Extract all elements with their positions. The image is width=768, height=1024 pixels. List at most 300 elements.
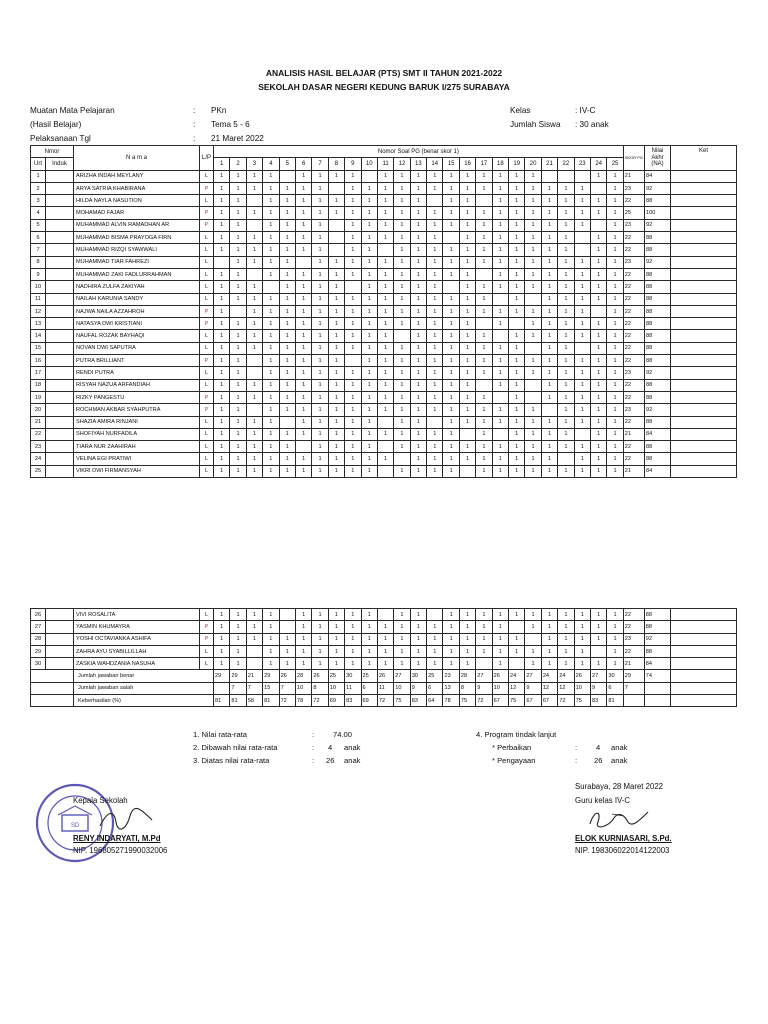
mapel-label: Muatan Mata Pelajaran	[30, 106, 115, 115]
answer-cell: 1	[377, 281, 393, 293]
table-row	[31, 182, 737, 194]
answer-cell: 1	[590, 244, 606, 256]
student-gender: L	[200, 465, 214, 477]
answer-cell: 1	[607, 342, 623, 354]
answer-cell: 1	[345, 416, 361, 428]
perbaikan-unit: anak	[611, 743, 628, 752]
answer-cell: 1	[279, 355, 295, 367]
answer-cell: 1	[214, 219, 230, 231]
answer-cell: 1	[541, 658, 557, 670]
answer-cell: 1	[295, 330, 311, 342]
answer-cell	[590, 645, 606, 657]
student-number: 1	[31, 170, 46, 182]
student-gender: P	[200, 305, 214, 317]
benar-label: Jumlah jawaban benar	[74, 670, 214, 682]
pengayaan-value: 26	[594, 756, 603, 765]
answer-cell: 1	[230, 170, 246, 182]
answer-cell: 1	[345, 379, 361, 391]
keberhasilan-value: 67	[525, 695, 541, 707]
answer-cell: 1	[394, 621, 410, 633]
question-number: 19	[509, 158, 525, 170]
student-name: ARIZHA INDAH MEYLANY	[74, 170, 200, 182]
answer-cell: 1	[345, 404, 361, 416]
answer-cell: 1	[574, 182, 590, 194]
student-gender: L	[200, 658, 214, 670]
answer-cell: 1	[263, 367, 279, 379]
answer-cell: 1	[541, 219, 557, 231]
answer-cell: 1	[558, 391, 574, 403]
answer-cell: 1	[590, 330, 606, 342]
answer-cell: 1	[459, 645, 475, 657]
colon: :	[575, 756, 578, 765]
answer-cell: 1	[525, 207, 541, 219]
table-row	[31, 465, 737, 477]
answer-cell: 1	[312, 293, 328, 305]
answer-cell: 1	[492, 355, 508, 367]
student-induk	[46, 658, 74, 670]
answer-cell: 1	[295, 633, 311, 645]
answer-cell: 1	[443, 268, 459, 280]
answer-cell: 1	[295, 170, 311, 182]
student-final-grade: 92	[644, 633, 670, 645]
table-header-row-1	[31, 146, 737, 158]
answer-cell: 1	[263, 355, 279, 367]
student-induk	[46, 355, 74, 367]
answer-cell: 1	[312, 342, 328, 354]
answer-cell: 1	[295, 232, 311, 244]
student-final-grade: 88	[645, 379, 671, 391]
keberhasilan-value: 72	[312, 695, 328, 707]
salah-value: 9	[476, 682, 492, 694]
answer-cell: 1	[509, 207, 525, 219]
answer-cell: 1	[361, 465, 377, 477]
student-gender: L	[200, 645, 214, 657]
answer-cell: 1	[427, 293, 443, 305]
answer-cell: 1	[427, 268, 443, 280]
student-number: 9	[31, 268, 46, 280]
answer-cell: 1	[459, 367, 475, 379]
answer-cell	[476, 658, 492, 670]
answer-cell: 1	[279, 453, 295, 465]
answer-cell: 1	[558, 633, 574, 645]
keberhasilan-value: 72	[558, 695, 574, 707]
answer-cell: 1	[230, 633, 246, 645]
answer-cell: 1	[246, 281, 262, 293]
answer-cell: 1	[328, 342, 344, 354]
salah-value: 6	[607, 682, 623, 694]
salah-value: 10	[492, 682, 508, 694]
answer-cell: 1	[410, 170, 426, 182]
answer-cell: 1	[492, 441, 508, 453]
answer-cell: 1	[541, 441, 557, 453]
answer-cell: 1	[295, 645, 311, 657]
student-note	[671, 428, 737, 440]
answer-cell: 1	[558, 621, 574, 633]
answer-cell: 1	[509, 330, 525, 342]
answer-cell	[377, 244, 393, 256]
answer-cell: 1	[574, 633, 590, 645]
benar-value: 29	[230, 670, 246, 682]
student-note	[671, 379, 737, 391]
student-final-grade: 88	[645, 342, 671, 354]
siswa-value: : 30 anak	[575, 120, 609, 129]
answer-cell: 1	[328, 621, 344, 633]
student-induk	[46, 268, 74, 280]
answer-cell: 1	[443, 391, 459, 403]
keberhasilan-value: 81	[607, 695, 623, 707]
answer-cell	[590, 305, 606, 317]
student-final-grade: 88	[645, 318, 671, 330]
tgl-value: 21 Maret 2022	[211, 134, 264, 143]
answer-cell: 1	[345, 219, 361, 231]
answer-cell: 1	[312, 182, 328, 194]
benar-value: 26	[574, 670, 590, 682]
answer-cell: 1	[377, 453, 393, 465]
student-induk	[46, 342, 74, 354]
answer-cell: 1	[443, 609, 459, 621]
analysis-table-part-1	[30, 145, 737, 478]
answer-cell: 1	[361, 318, 377, 330]
answer-cell: 1	[590, 293, 606, 305]
answer-cell: 1	[607, 182, 623, 194]
answer-cell	[345, 281, 361, 293]
student-note	[671, 465, 737, 477]
student-final-grade: 92	[645, 367, 671, 379]
student-score: 22	[623, 355, 644, 367]
question-number: 23	[574, 158, 590, 170]
salah-value: 7	[279, 682, 295, 694]
answer-cell: 1	[525, 658, 541, 670]
salah-value: 7	[246, 682, 262, 694]
student-note	[671, 355, 737, 367]
answer-cell: 1	[509, 367, 525, 379]
answer-cell: 1	[443, 318, 459, 330]
answer-cell: 1	[459, 379, 475, 391]
answer-cell: 1	[279, 465, 295, 477]
answer-cell: 1	[214, 318, 230, 330]
answer-cell: 1	[541, 355, 557, 367]
answer-cell: 1	[410, 318, 426, 330]
answer-cell: 1	[590, 281, 606, 293]
answer-cell: 1	[427, 633, 443, 645]
student-note	[671, 170, 737, 182]
answer-cell: 1	[394, 256, 410, 268]
answer-cell: 1	[492, 453, 508, 465]
answer-cell: 1	[459, 268, 475, 280]
student-final-grade: 88	[645, 416, 671, 428]
answer-cell: 1	[525, 367, 541, 379]
hasil-label: (Hasil Belajar)	[30, 120, 82, 129]
answer-cell: 1	[214, 621, 230, 633]
answer-cell: 1	[361, 379, 377, 391]
keberhasilan-value: 72	[279, 695, 295, 707]
answer-cell: 1	[541, 330, 557, 342]
answer-cell: 1	[263, 621, 279, 633]
student-gender: P	[200, 391, 214, 403]
mapel-value: PKn	[211, 106, 227, 115]
answer-cell	[279, 170, 295, 182]
answer-cell: 1	[295, 268, 311, 280]
answer-cell	[476, 379, 492, 391]
student-final-grade: 88	[645, 453, 671, 465]
answer-cell: 1	[394, 355, 410, 367]
answer-cell: 1	[279, 441, 295, 453]
student-gender: P	[200, 355, 214, 367]
answer-cell: 1	[230, 453, 246, 465]
student-final-grade: 88	[645, 244, 671, 256]
answer-cell: 1	[230, 330, 246, 342]
answer-cell: 1	[509, 453, 525, 465]
student-induk	[46, 416, 74, 428]
answer-cell: 1	[230, 621, 246, 633]
student-final-grade: 84	[645, 428, 671, 440]
answer-cell: 1	[558, 645, 574, 657]
benar-value: 24	[558, 670, 574, 682]
answer-cell: 1	[410, 404, 426, 416]
answer-cell: 1	[246, 621, 262, 633]
student-name: SHOFIYAH NURFADILA	[74, 428, 200, 440]
answer-cell: 1	[525, 428, 541, 440]
answer-cell: 1	[525, 219, 541, 231]
header-ket: Ket	[671, 146, 737, 171]
answer-cell: 1	[394, 268, 410, 280]
student-induk	[46, 182, 74, 194]
salah-value: 10	[295, 682, 311, 694]
student-final-grade: 84	[645, 465, 671, 477]
student-induk	[46, 207, 74, 219]
answer-cell: 1	[361, 441, 377, 453]
answer-cell: 1	[361, 453, 377, 465]
answer-cell	[246, 219, 262, 231]
answer-cell	[246, 355, 262, 367]
answer-cell: 1	[459, 305, 475, 317]
answer-cell: 1	[558, 293, 574, 305]
answer-cell	[492, 391, 508, 403]
answer-cell: 1	[295, 293, 311, 305]
answer-cell: 1	[574, 658, 590, 670]
answer-cell: 1	[427, 404, 443, 416]
answer-cell: 1	[492, 379, 508, 391]
answer-cell: 1	[394, 170, 410, 182]
answer-cell: 1	[345, 428, 361, 440]
table-row	[31, 441, 737, 453]
answer-cell: 1	[574, 416, 590, 428]
answer-cell: 1	[279, 428, 295, 440]
answer-cell: 1	[312, 404, 328, 416]
answer-cell: 1	[295, 379, 311, 391]
answer-cell: 1	[279, 342, 295, 354]
answer-cell: 1	[427, 219, 443, 231]
student-final-grade: 88	[644, 645, 670, 657]
answer-cell: 1	[590, 658, 606, 670]
answer-cell: 1	[574, 318, 590, 330]
salah-value: 11	[345, 682, 361, 694]
answer-cell	[295, 441, 311, 453]
answer-cell: 1	[558, 219, 574, 231]
answer-cell: 1	[541, 182, 557, 194]
answer-cell: 1	[279, 391, 295, 403]
answer-cell	[492, 428, 508, 440]
answer-cell: 1	[443, 441, 459, 453]
answer-cell: 1	[427, 342, 443, 354]
student-induk	[46, 367, 74, 379]
answer-cell: 1	[443, 305, 459, 317]
answer-cell: 1	[263, 465, 279, 477]
student-score: 22	[623, 195, 644, 207]
answer-cell: 1	[394, 318, 410, 330]
answer-cell	[590, 219, 606, 231]
colon: :	[312, 756, 315, 765]
student-number: 23	[31, 441, 46, 453]
pengayaan-label: * Pengayaan	[492, 756, 536, 765]
answer-cell: 1	[427, 658, 443, 670]
answer-cell: 1	[312, 281, 328, 293]
student-number: 17	[31, 367, 46, 379]
answer-cell: 1	[459, 330, 475, 342]
question-number: 24	[590, 158, 606, 170]
student-score: 22	[623, 293, 644, 305]
student-note	[671, 453, 737, 465]
answer-cell: 1	[459, 318, 475, 330]
student-score: 22	[623, 453, 644, 465]
answer-cell: 1	[492, 633, 508, 645]
salah-value: 12	[558, 682, 574, 694]
benar-value: 25	[427, 670, 443, 682]
answer-cell: 1	[312, 244, 328, 256]
student-gender: P	[200, 219, 214, 231]
answer-cell: 1	[558, 404, 574, 416]
keberhasilan-value: 83	[410, 695, 426, 707]
answer-cell: 1	[345, 645, 361, 657]
student-gender: L	[200, 342, 214, 354]
answer-cell	[574, 232, 590, 244]
answer-cell: 1	[427, 428, 443, 440]
salah-value: 9	[410, 682, 426, 694]
answer-cell: 1	[328, 293, 344, 305]
answer-cell: 1	[476, 293, 492, 305]
student-induk	[46, 633, 74, 645]
benar-value: 21	[246, 670, 262, 682]
student-number: 24	[31, 453, 46, 465]
answer-cell: 1	[607, 170, 623, 182]
answer-cell	[377, 441, 393, 453]
answer-cell: 1	[295, 658, 311, 670]
header-nomor-soal: Nomor Soal PG (benar skor 1)	[214, 146, 624, 158]
benar-value: 28	[295, 670, 311, 682]
table-row	[31, 232, 737, 244]
answer-cell: 1	[541, 416, 557, 428]
answer-cell: 1	[476, 391, 492, 403]
answer-cell: 1	[295, 182, 311, 194]
keberhasilan-value: 75	[574, 695, 590, 707]
answer-cell: 1	[509, 342, 525, 354]
answer-cell: 1	[492, 281, 508, 293]
table-row	[31, 404, 737, 416]
answer-cell: 1	[443, 465, 459, 477]
answer-cell: 1	[590, 207, 606, 219]
student-name: MUHAMMAD TIAR FAHREZI	[74, 256, 200, 268]
note-2-label: 2. Dibawah nilai rata-rata	[193, 743, 278, 752]
answer-cell: 1	[345, 465, 361, 477]
answer-cell: 1	[394, 219, 410, 231]
answer-cell: 1	[525, 305, 541, 317]
answer-cell: 1	[607, 645, 623, 657]
answer-cell: 1	[558, 416, 574, 428]
answer-cell: 1	[459, 658, 475, 670]
kepala-nip: NIP. 196805271990032006	[73, 846, 168, 855]
answer-cell: 1	[295, 404, 311, 416]
guru-name: ELOK KURNIASARI, S.Pd.	[575, 834, 672, 843]
answer-cell: 1	[312, 658, 328, 670]
answer-cell: 1	[509, 244, 525, 256]
answer-cell: 1	[312, 355, 328, 367]
answer-cell: 1	[509, 645, 525, 657]
student-name: RISYAH NAZUA ARFANDIAH	[74, 379, 200, 391]
student-note	[671, 342, 737, 354]
answer-cell: 1	[246, 232, 262, 244]
answer-cell: 1	[312, 305, 328, 317]
answer-cell: 1	[361, 256, 377, 268]
answer-cell: 1	[590, 465, 606, 477]
benar-value: 28	[459, 670, 475, 682]
student-gender: L	[200, 441, 214, 453]
answer-cell: 1	[214, 428, 230, 440]
answer-cell: 1	[361, 342, 377, 354]
answer-cell: 1	[492, 268, 508, 280]
answer-cell: 1	[509, 355, 525, 367]
answer-cell: 1	[476, 428, 492, 440]
answer-cell: 1	[377, 232, 393, 244]
answer-cell: 1	[476, 219, 492, 231]
answer-cell: 1	[230, 355, 246, 367]
student-induk	[46, 170, 74, 182]
answer-cell: 1	[427, 244, 443, 256]
benar-value: 29	[214, 670, 230, 682]
student-induk	[46, 318, 74, 330]
answer-cell: 1	[459, 416, 475, 428]
table-row	[31, 367, 737, 379]
answer-cell: 1	[459, 355, 475, 367]
student-score: 22	[623, 342, 644, 354]
answer-cell: 1	[509, 633, 525, 645]
answer-cell: 1	[394, 342, 410, 354]
student-name: ZASKIA WAHDZANIA NASUHA	[74, 658, 200, 670]
keberhasilan-value: 81	[230, 695, 246, 707]
answer-cell: 1	[590, 621, 606, 633]
answer-cell: 1	[377, 195, 393, 207]
salah-value: 9	[590, 682, 606, 694]
student-score: 22	[623, 379, 644, 391]
answer-cell: 1	[492, 621, 508, 633]
answer-cell: 1	[263, 318, 279, 330]
guru-nip: NIP. 198306022014122003	[575, 846, 670, 855]
student-score: 21	[623, 465, 644, 477]
table-row	[31, 633, 737, 645]
answer-cell: 1	[246, 330, 262, 342]
answer-cell: 1	[459, 342, 475, 354]
student-score: 22	[623, 416, 644, 428]
answer-cell: 1	[328, 330, 344, 342]
answer-cell: 1	[558, 305, 574, 317]
answer-cell: 1	[263, 404, 279, 416]
answer-cell: 1	[459, 621, 475, 633]
answer-cell: 1	[492, 609, 508, 621]
student-number: 30	[31, 658, 46, 670]
student-gender: P	[200, 318, 214, 330]
student-gender: L	[200, 379, 214, 391]
summary-final-grade: 74	[644, 670, 670, 682]
student-note	[671, 281, 737, 293]
